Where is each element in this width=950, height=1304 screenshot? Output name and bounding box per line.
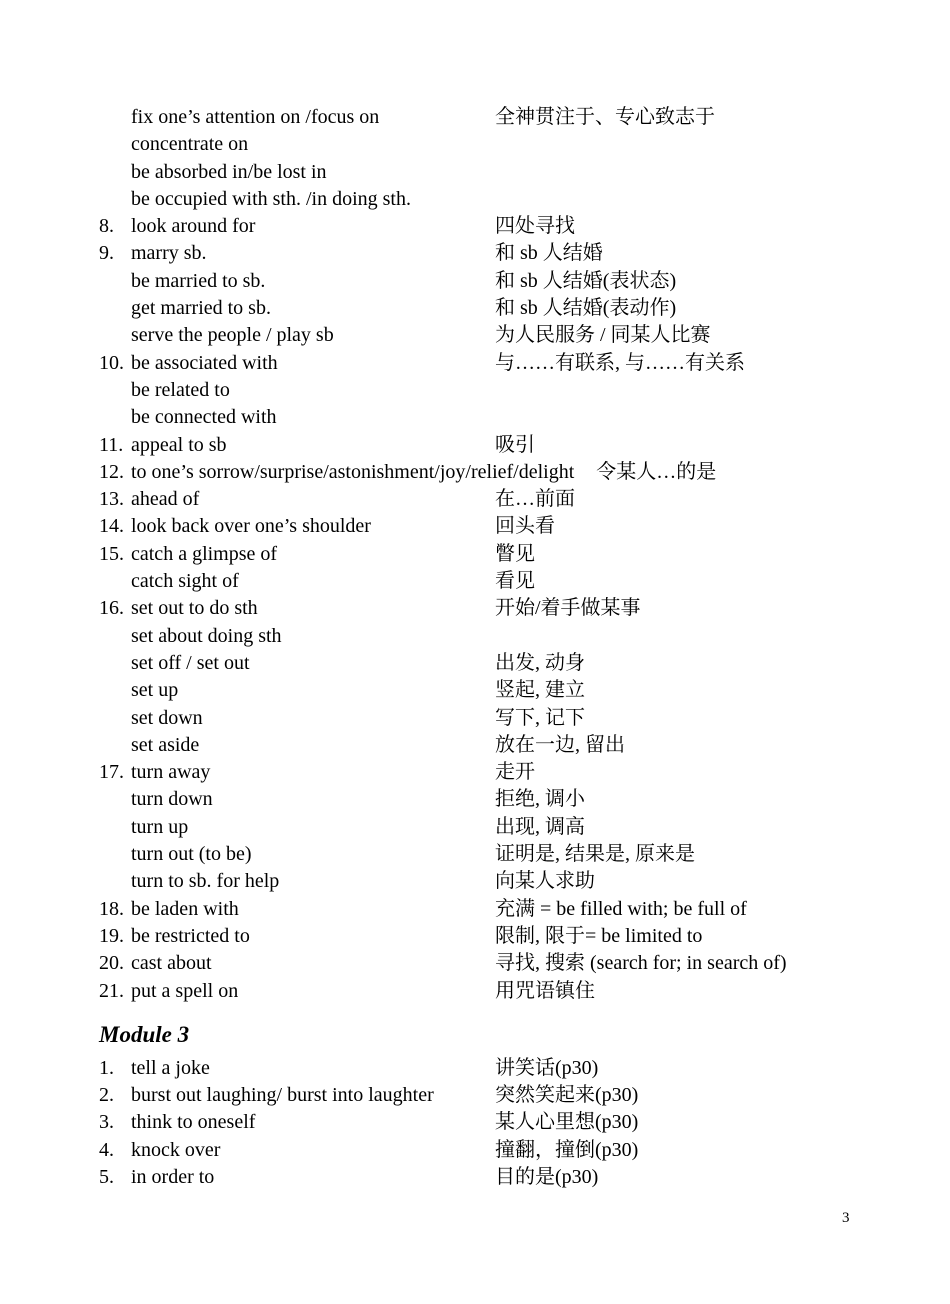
chinese-meaning: 竖起, 建立 <box>495 679 585 702</box>
chinese-meaning: 证明是, 结果是, 原来是 <box>495 843 695 866</box>
phrase-row <box>99 923 839 950</box>
english-phrase <box>131 923 250 950</box>
phrase-row <box>99 978 839 1005</box>
english-phrase-text: catch sight of <box>131 570 239 593</box>
chinese-meaning: 为人民服务 / 同某人比赛 <box>495 324 711 347</box>
english-phrase-text: think to oneself <box>131 1111 256 1134</box>
english-phrase-text: set out to do sth <box>131 597 258 620</box>
english-phrase <box>131 868 279 895</box>
english-phrase <box>131 295 271 322</box>
item-number: 19. <box>99 924 124 947</box>
phrase-row <box>99 486 839 513</box>
phrase-row <box>99 186 839 213</box>
phrase-row <box>99 705 839 732</box>
english-phrase <box>131 513 371 540</box>
item-number: 9. <box>99 242 114 265</box>
english-phrase <box>131 459 716 486</box>
chinese-meaning: 看见 <box>495 570 535 593</box>
phrase-row <box>99 1082 839 1109</box>
english-phrase <box>131 159 327 186</box>
module3-phrase-section <box>99 1055 839 1191</box>
phrase-row <box>99 104 839 131</box>
english-phrase-text: be occupied with sth. /in doing sth. <box>131 187 411 210</box>
phrase-row <box>99 213 839 240</box>
phrase-row <box>99 868 839 895</box>
phrase-row <box>99 1164 839 1191</box>
phrase-row <box>99 322 839 349</box>
chinese-meaning: 令某人…的是 <box>596 460 717 483</box>
item-number: 8. <box>99 215 114 238</box>
chinese-meaning: 限制, 限于= be limited to <box>495 924 703 947</box>
english-phrase <box>131 541 277 568</box>
english-phrase <box>131 677 178 704</box>
english-phrase-text: turn up <box>131 815 189 838</box>
english-phrase <box>131 814 188 841</box>
item-number: 3. <box>99 1111 114 1134</box>
item-number: 5. <box>99 1165 114 1188</box>
item-number: 4. <box>99 1138 114 1161</box>
phrase-row <box>99 650 839 677</box>
english-phrase-text: put a spell on <box>131 979 239 1002</box>
chinese-meaning: 四处寻找 <box>495 215 575 238</box>
english-phrase <box>131 486 199 513</box>
english-phrase <box>131 240 207 267</box>
english-phrase-text: marry sb. <box>131 242 207 265</box>
english-phrase <box>131 432 227 459</box>
english-phrase <box>131 595 258 622</box>
english-phrase <box>131 705 203 732</box>
english-phrase-text: turn away <box>131 761 211 784</box>
english-phrase-text: turn down <box>131 788 213 811</box>
english-phrase <box>131 1137 220 1164</box>
item-number: 12. <box>99 460 124 483</box>
english-phrase <box>131 1082 434 1109</box>
english-phrase <box>131 732 199 759</box>
english-phrase <box>131 623 282 650</box>
chinese-meaning: 和 sb 人结婚(表状态) <box>495 269 677 292</box>
english-phrase-text: be absorbed in/be lost in <box>131 160 327 183</box>
phrase-row <box>99 896 839 923</box>
chinese-meaning: 放在一边, 留出 <box>495 733 625 756</box>
chinese-meaning: 寻找, 搜索 (search for; in search of) <box>495 952 787 975</box>
english-phrase-text: in order to <box>131 1165 215 1188</box>
item-number: 15. <box>99 542 124 565</box>
english-phrase <box>131 104 379 131</box>
phrase-row <box>99 268 839 295</box>
phrase-row <box>99 159 839 186</box>
english-phrase <box>131 268 265 295</box>
module-heading-text: Module 3 <box>99 1021 190 1047</box>
page-number: 3 <box>842 1210 850 1226</box>
item-number: 13. <box>99 488 124 511</box>
phrase-row <box>99 295 839 322</box>
phrase-row <box>99 459 839 486</box>
phrase-row <box>99 131 839 158</box>
english-phrase <box>131 568 239 595</box>
module-heading <box>99 1005 839 1055</box>
english-phrase-text: set up <box>131 679 179 702</box>
phrase-row <box>99 1055 839 1082</box>
chinese-meaning: 目的是(p30) <box>495 1165 599 1188</box>
item-number: 17. <box>99 761 124 784</box>
english-phrase <box>131 350 278 377</box>
english-phrase-text: set aside <box>131 733 200 756</box>
phrase-row <box>99 350 839 377</box>
english-phrase-text: be laden with <box>131 897 239 920</box>
phrase-row <box>99 786 839 813</box>
english-phrase-text: cast about <box>131 952 212 975</box>
english-phrase <box>131 950 212 977</box>
english-phrase-text: look back over one’s shoulder <box>131 515 371 538</box>
chinese-meaning: 和 sb 人结婚(表动作) <box>495 297 677 320</box>
english-phrase-text: be related to <box>131 378 230 401</box>
phrase-row <box>99 432 839 459</box>
chinese-meaning: 全神贯注于、专心致志于 <box>495 106 715 128</box>
item-number: 18. <box>99 897 124 920</box>
english-phrase-text: knock over <box>131 1138 221 1161</box>
chinese-meaning: 讲笑话(p30) <box>495 1056 599 1079</box>
english-phrase <box>131 841 252 868</box>
english-phrase-text: set down <box>131 706 203 729</box>
english-phrase <box>131 1109 255 1136</box>
phrase-row <box>99 950 839 977</box>
english-phrase <box>131 377 230 404</box>
phrase-row <box>99 814 839 841</box>
chinese-meaning: 向某人求助 <box>495 870 595 893</box>
english-phrase <box>131 896 239 923</box>
item-number: 21. <box>99 979 124 1002</box>
english-phrase-text: get married to sb. <box>131 297 271 320</box>
english-phrase <box>131 650 250 677</box>
english-phrase-text: fix one’s attention on /focus on <box>131 106 380 128</box>
chinese-meaning: 充满 = be filled with; be full of <box>495 897 747 920</box>
chinese-meaning: 吸引 <box>495 433 535 456</box>
english-phrase-text: be married to sb. <box>131 269 266 292</box>
english-phrase-text: set off / set out <box>131 651 250 674</box>
phrase-row <box>99 623 839 650</box>
english-phrase-text: look around for <box>131 215 256 238</box>
item-number: 1. <box>99 1056 114 1079</box>
chinese-meaning: 在…前面 <box>495 488 575 511</box>
english-phrase-text: be connected with <box>131 406 277 429</box>
chinese-meaning: 写下, 记下 <box>495 706 585 729</box>
phrase-row <box>99 677 839 704</box>
english-phrase-text: set about doing sth <box>131 624 282 647</box>
phrase-row <box>99 513 839 540</box>
phrase-row <box>99 1109 839 1136</box>
chinese-meaning: 撞翻，撞倒(p30) <box>495 1138 639 1161</box>
phrase-row <box>99 404 839 431</box>
chinese-meaning: 与……有联系, 与……有关系 <box>495 351 745 374</box>
english-phrase-text: be associated with <box>131 351 278 374</box>
english-phrase <box>131 322 334 349</box>
english-phrase <box>131 404 277 431</box>
phrase-list <box>99 104 839 1191</box>
item-number: 16. <box>99 597 124 620</box>
chinese-meaning: 出现, 调高 <box>495 815 585 838</box>
phrase-row <box>99 759 839 786</box>
english-phrase <box>131 1055 210 1082</box>
chinese-meaning: 和 sb 人结婚 <box>495 242 603 265</box>
phrase-row <box>99 240 839 267</box>
phrase-section <box>99 104 839 1005</box>
chinese-meaning: 拒绝, 调小 <box>495 788 585 811</box>
item-number: 10. <box>99 351 124 374</box>
chinese-meaning: 突然笑起来(p30) <box>495 1084 639 1107</box>
chinese-meaning: 出发, 动身 <box>495 651 585 674</box>
english-phrase <box>131 978 238 1005</box>
chinese-meaning: 用咒语镇住 <box>495 979 595 1002</box>
english-phrase-text: be restricted to <box>131 924 250 947</box>
phrase-row <box>99 1137 839 1164</box>
english-phrase-text: ahead of <box>131 488 200 511</box>
chinese-meaning: 瞥见 <box>495 542 535 565</box>
english-phrase <box>131 786 213 813</box>
english-phrase <box>131 131 248 158</box>
english-phrase <box>131 759 210 786</box>
phrase-row <box>99 541 839 568</box>
english-phrase-text: serve the people / play sb <box>131 324 334 347</box>
english-phrase-text: turn to sb. for help <box>131 870 280 893</box>
english-phrase-text: burst out laughing/ burst into laughter <box>131 1084 434 1107</box>
english-phrase-text: appeal to sb <box>131 433 227 456</box>
item-number: 2. <box>99 1084 114 1107</box>
phrase-row <box>99 595 839 622</box>
item-number: 11. <box>99 433 124 456</box>
chinese-meaning: 开始/着手做某事 <box>495 597 641 620</box>
english-phrase-text: catch a glimpse of <box>131 542 278 565</box>
english-phrase-text: concentrate on <box>131 133 249 156</box>
english-phrase <box>131 213 255 240</box>
phrase-row <box>99 568 839 595</box>
chinese-meaning: 回头看 <box>495 515 555 538</box>
english-phrase-text: tell a joke <box>131 1056 210 1079</box>
english-phrase-text: to one’s sorrow/surprise/astonishment/joy/relief/delight <box>131 460 575 483</box>
phrase-row <box>99 732 839 759</box>
chinese-meaning: 某人心里想(p30) <box>495 1111 639 1134</box>
english-phrase-text: turn out (to be) <box>131 843 252 866</box>
chinese-meaning: 走开 <box>495 761 535 784</box>
phrase-row <box>99 377 839 404</box>
phrase-row <box>99 841 839 868</box>
english-phrase <box>131 1164 214 1191</box>
item-number: 14. <box>99 515 124 538</box>
english-phrase <box>131 186 411 213</box>
item-number: 20. <box>99 952 124 975</box>
